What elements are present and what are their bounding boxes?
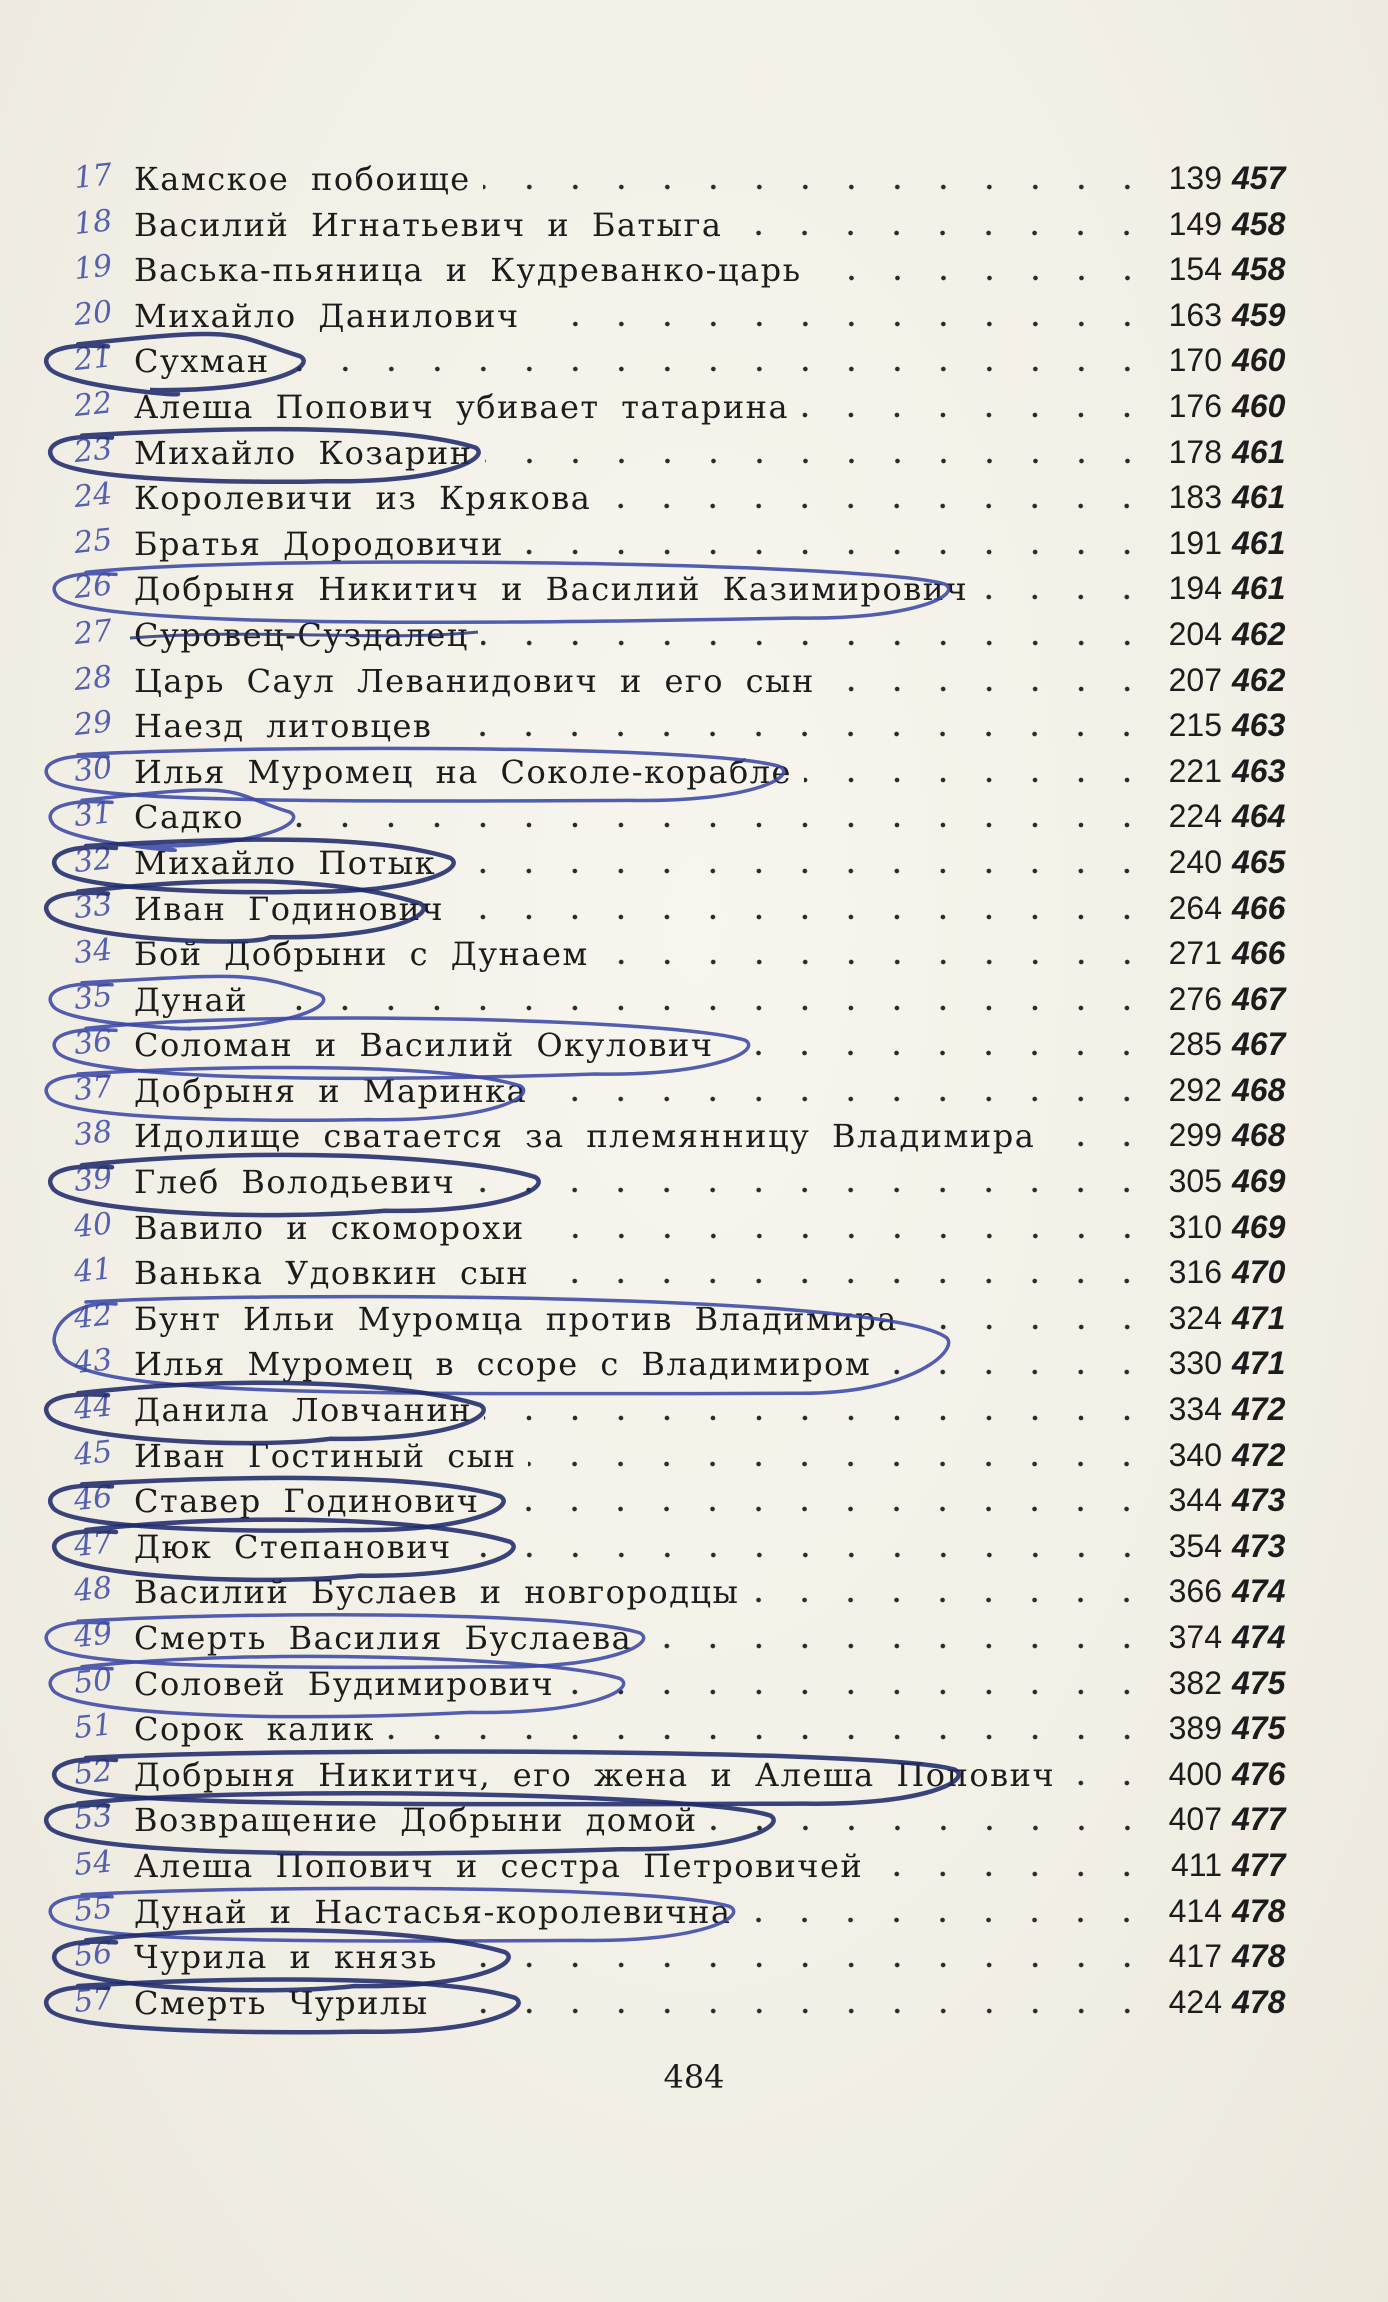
entry-title: Василий Игнатьевич и Батыга bbox=[134, 205, 723, 244]
dot-leader bbox=[528, 1461, 1150, 1467]
entry-notes-page-number: 469 bbox=[1232, 1208, 1286, 1245]
entry-page-number: 344 bbox=[1168, 1482, 1222, 1519]
dot-leader bbox=[910, 1324, 1150, 1330]
entry-page-number: 292 bbox=[1168, 1071, 1222, 1108]
handwritten-number: 48 bbox=[72, 1570, 114, 1610]
entry-title: Смерть Чурилы bbox=[134, 1983, 429, 2022]
toc-entry bbox=[0, 430, 1388, 476]
entry-title: Наезд литовцев bbox=[134, 707, 433, 746]
entry-notes-page-number: 465 bbox=[1232, 843, 1286, 880]
entry-title: Михайло Козарин bbox=[134, 433, 473, 472]
toc-entry bbox=[0, 384, 1388, 430]
entry-leader bbox=[134, 1117, 1150, 1157]
table-of-contents bbox=[0, 156, 1388, 2025]
entry-notes-page-number: 467 bbox=[1232, 980, 1286, 1017]
entry-notes-page-number: 460 bbox=[1232, 342, 1286, 379]
toc-entry bbox=[0, 1615, 1388, 1661]
entry-title: Добрыня и Маринка bbox=[134, 1071, 528, 1110]
entry-title: Илья Муромец на Соколе-корабле bbox=[134, 752, 792, 791]
entry-notes-page-number: 472 bbox=[1232, 1391, 1286, 1428]
handwritten-number: 53 bbox=[72, 1798, 114, 1838]
handwritten-number: 26 bbox=[72, 567, 114, 607]
toc-entry bbox=[0, 156, 1388, 202]
entry-page-number: 299 bbox=[1168, 1117, 1222, 1154]
dot-leader bbox=[387, 1734, 1150, 1740]
entry-notes-page-number: 458 bbox=[1232, 251, 1286, 288]
entry-title: Камское побоище bbox=[134, 160, 471, 198]
entry-title: Михайло Потык bbox=[134, 843, 437, 882]
entry-notes-page-number: 462 bbox=[1232, 661, 1286, 698]
dot-leader bbox=[532, 321, 1150, 327]
entry-page-number: 178 bbox=[1168, 433, 1222, 470]
entry-notes-page-number: 473 bbox=[1232, 1482, 1286, 1519]
entry-title: Королевичи из Крякова bbox=[134, 479, 592, 518]
entry-leader bbox=[134, 1893, 1150, 1933]
dot-leader bbox=[743, 1917, 1150, 1923]
dot-leader bbox=[481, 640, 1150, 646]
toc-entry bbox=[0, 840, 1388, 886]
dot-leader bbox=[450, 1962, 1150, 1968]
handwritten-number: 45 bbox=[72, 1433, 114, 1473]
toc-entry bbox=[0, 931, 1388, 977]
handwritten-number: 52 bbox=[72, 1753, 114, 1792]
entry-leader bbox=[134, 1072, 1150, 1112]
handwritten-number: 57 bbox=[72, 1980, 114, 2020]
entry-leader bbox=[134, 616, 1150, 656]
entry-page-number: 224 bbox=[1168, 798, 1222, 835]
entry-leader bbox=[134, 1163, 1150, 1203]
entry-notes-page-number: 474 bbox=[1232, 1573, 1286, 1610]
entry-notes-page-number: 467 bbox=[1232, 1026, 1286, 1063]
entry-title: Ставер Годинович bbox=[134, 1482, 480, 1521]
entry-title: Смерть Василия Буслаева bbox=[134, 1619, 633, 1657]
entry-notes-page-number: 472 bbox=[1232, 1436, 1286, 1473]
entry-title: Дунай и Настасья-королевична bbox=[134, 1892, 732, 1931]
entry-title: Дунай bbox=[134, 980, 249, 1019]
entry-notes-page-number: 466 bbox=[1232, 935, 1286, 972]
entry-notes-page-number: 474 bbox=[1232, 1619, 1286, 1655]
toc-entry bbox=[0, 1934, 1388, 1980]
dot-leader bbox=[827, 686, 1150, 692]
toc-entry bbox=[0, 338, 1388, 384]
entry-notes-page-number: 471 bbox=[1232, 1299, 1286, 1336]
handwritten-number: 50 bbox=[72, 1661, 114, 1701]
entry-title: Глеб Володьевич bbox=[134, 1163, 456, 1202]
entry-notes-page-number: 478 bbox=[1232, 1938, 1286, 1975]
entry-page-number: 324 bbox=[1168, 1299, 1222, 1336]
entry-leader bbox=[134, 935, 1150, 975]
entry-page-number: 221 bbox=[1168, 752, 1222, 789]
entry-title: Данила Ловчанин bbox=[134, 1391, 473, 1430]
handwritten-number: 36 bbox=[72, 1023, 114, 1063]
entry-title: Ванька Удовкин сын bbox=[134, 1254, 530, 1293]
handwritten-number: 28 bbox=[72, 658, 114, 698]
toc-entry bbox=[0, 1706, 1388, 1752]
handwritten-number: 17 bbox=[72, 157, 114, 197]
toc-entry bbox=[0, 521, 1388, 567]
entry-leader bbox=[134, 570, 1150, 610]
handwritten-number: 46 bbox=[72, 1479, 114, 1519]
toc-entry bbox=[0, 1843, 1388, 1889]
entry-notes-page-number: 458 bbox=[1232, 205, 1286, 242]
entry-title: Садко bbox=[134, 798, 245, 837]
handwritten-number: 21 bbox=[72, 339, 114, 379]
entry-notes-page-number: 466 bbox=[1232, 889, 1286, 926]
handwritten-number: 20 bbox=[72, 294, 114, 333]
dot-leader bbox=[448, 868, 1150, 874]
entry-title: Добрыня Никитич, его жена и Алеша Попович bbox=[134, 1755, 1056, 1794]
handwritten-number: 25 bbox=[72, 521, 114, 561]
entry-leader bbox=[134, 160, 1150, 200]
entry-title: Идолище сватается за племянницу Владимира bbox=[134, 1117, 1036, 1156]
dot-leader bbox=[725, 1050, 1150, 1056]
entry-leader bbox=[134, 1437, 1150, 1477]
entry-notes-page-number: 459 bbox=[1232, 296, 1286, 333]
entry-leader bbox=[134, 1847, 1150, 1887]
entry-leader bbox=[134, 525, 1150, 565]
entry-notes-page-number: 477 bbox=[1232, 1846, 1286, 1883]
entry-title: Возвращение Добрыни домой bbox=[134, 1801, 698, 1840]
entry-notes-page-number: 473 bbox=[1232, 1527, 1286, 1564]
dot-leader bbox=[980, 594, 1150, 600]
toc-entry bbox=[0, 293, 1388, 339]
entry-leader bbox=[134, 251, 1150, 291]
entry-title: Вавило и скоморохи bbox=[134, 1208, 525, 1247]
handwritten-number: 27 bbox=[72, 613, 114, 652]
dot-leader bbox=[464, 1552, 1150, 1558]
entry-leader bbox=[134, 753, 1150, 793]
handwritten-number: 56 bbox=[72, 1935, 114, 1975]
entry-notes-page-number: 478 bbox=[1232, 1892, 1286, 1929]
entry-title: Михайло Данилович bbox=[134, 296, 520, 335]
entry-notes-page-number: 460 bbox=[1232, 387, 1286, 424]
entry-notes-page-number: 461 bbox=[1232, 524, 1286, 561]
entry-page-number: 417 bbox=[1168, 1938, 1222, 1975]
entry-title: Иван Годинович bbox=[134, 889, 445, 928]
entry-leader bbox=[134, 707, 1150, 747]
entry-notes-page-number: 462 bbox=[1232, 615, 1286, 652]
handwritten-number: 31 bbox=[72, 795, 114, 835]
dot-leader bbox=[883, 1369, 1150, 1375]
entry-page-number: 414 bbox=[1168, 1892, 1222, 1929]
toc-entry bbox=[0, 1341, 1388, 1387]
toc-entry bbox=[0, 794, 1388, 840]
entry-page-number: 334 bbox=[1168, 1391, 1222, 1428]
entry-page-number: 215 bbox=[1168, 707, 1222, 744]
entry-leader bbox=[134, 1300, 1150, 1340]
entry-page-number: 240 bbox=[1168, 843, 1222, 880]
entry-page-number: 204 bbox=[1168, 615, 1222, 652]
dot-leader bbox=[467, 1187, 1150, 1193]
entry-leader bbox=[134, 206, 1150, 246]
entry-leader bbox=[134, 1528, 1150, 1568]
dot-leader bbox=[603, 503, 1150, 509]
entry-title: Братья Дородовичи bbox=[134, 524, 504, 563]
entry-leader bbox=[134, 1665, 1150, 1705]
dot-leader bbox=[537, 1233, 1150, 1239]
entry-title: Илья Муромец в ссоре с Владимиром bbox=[134, 1345, 872, 1384]
entry-page-number: 149 bbox=[1168, 205, 1222, 242]
toc-entry bbox=[0, 566, 1388, 612]
entry-leader bbox=[134, 662, 1150, 702]
handwritten-number: 30 bbox=[72, 749, 114, 789]
page-number: 484 bbox=[663, 2058, 725, 2096]
dot-leader bbox=[644, 1643, 1150, 1649]
entry-leader bbox=[134, 1756, 1150, 1796]
dot-leader bbox=[441, 2008, 1150, 2014]
entry-leader bbox=[134, 1391, 1150, 1431]
handwritten-number: 29 bbox=[72, 704, 114, 744]
entry-notes-page-number: 468 bbox=[1232, 1117, 1286, 1154]
entry-leader bbox=[134, 297, 1150, 337]
entry-page-number: 207 bbox=[1168, 661, 1222, 698]
handwritten-number: 22 bbox=[72, 385, 114, 425]
entry-notes-page-number: 477 bbox=[1232, 1801, 1286, 1838]
toc-entry bbox=[0, 1980, 1388, 2026]
entry-title: Бой Добрыни с Дунаем bbox=[134, 935, 589, 974]
entry-page-number: 354 bbox=[1168, 1527, 1222, 1564]
entry-page-number: 154 bbox=[1168, 251, 1222, 288]
entry-title: Василий Буслаев и новгородцы bbox=[134, 1573, 740, 1612]
toc-entry bbox=[0, 247, 1388, 293]
toc-entry bbox=[0, 612, 1388, 658]
dot-leader bbox=[484, 1415, 1150, 1421]
entry-leader bbox=[134, 1710, 1150, 1750]
handwritten-number: 32 bbox=[72, 841, 114, 880]
entry-notes-page-number: 478 bbox=[1232, 1983, 1286, 2020]
toc-entry bbox=[0, 202, 1388, 248]
dot-leader bbox=[483, 184, 1150, 190]
entry-page-number: 176 bbox=[1168, 387, 1222, 424]
entry-page-number: 330 bbox=[1168, 1345, 1222, 1382]
entry-notes-page-number: 475 bbox=[1232, 1664, 1286, 1701]
entry-page-number: 407 bbox=[1168, 1801, 1222, 1838]
entry-page-number: 305 bbox=[1168, 1163, 1222, 1200]
toc-entry bbox=[0, 1022, 1388, 1068]
entry-page-number: 316 bbox=[1168, 1254, 1222, 1291]
dot-leader bbox=[710, 1825, 1150, 1831]
toc-entry bbox=[0, 1797, 1388, 1843]
dot-leader bbox=[814, 275, 1150, 281]
entry-leader bbox=[134, 1482, 1150, 1522]
entry-title: Васька-пьяница и Кудреванко-царь bbox=[134, 251, 802, 290]
entry-leader bbox=[134, 981, 1150, 1021]
entry-title: Суровец-Суздалец bbox=[134, 615, 469, 654]
dot-leader bbox=[516, 549, 1150, 555]
entry-leader bbox=[134, 1573, 1150, 1613]
dot-leader bbox=[541, 1278, 1150, 1284]
entry-leader bbox=[134, 388, 1150, 428]
handwritten-number: 24 bbox=[72, 476, 114, 516]
entry-notes-page-number: 476 bbox=[1232, 1755, 1286, 1792]
toc-entry bbox=[0, 1113, 1388, 1159]
entry-title: Сорок калик bbox=[134, 1710, 375, 1749]
handwritten-number: 40 bbox=[72, 1205, 114, 1245]
toc-entry bbox=[0, 1569, 1388, 1615]
handwritten-number: 18 bbox=[72, 202, 114, 242]
entry-page-number: 194 bbox=[1168, 570, 1222, 607]
entry-leader bbox=[134, 890, 1150, 930]
handwritten-number: 35 bbox=[72, 977, 114, 1017]
entry-notes-page-number: 461 bbox=[1232, 433, 1286, 470]
entry-leader bbox=[134, 798, 1150, 838]
entry-notes-page-number: 463 bbox=[1232, 752, 1286, 789]
toc-entry bbox=[0, 1250, 1388, 1296]
dot-leader bbox=[1067, 1780, 1150, 1786]
entry-page-number: 285 bbox=[1168, 1026, 1222, 1063]
dot-leader bbox=[751, 1597, 1150, 1603]
dot-leader bbox=[485, 458, 1150, 464]
handwritten-number: 51 bbox=[72, 1707, 114, 1747]
entry-page-number: 264 bbox=[1168, 889, 1222, 926]
entry-page-number: 170 bbox=[1168, 342, 1222, 379]
entry-leader bbox=[134, 844, 1150, 884]
toc-entry bbox=[0, 749, 1388, 795]
entry-notes-page-number: 457 bbox=[1232, 160, 1286, 196]
dot-leader bbox=[875, 1871, 1150, 1877]
dot-leader bbox=[256, 822, 1150, 828]
entry-leader bbox=[134, 1345, 1150, 1385]
entry-leader bbox=[134, 1254, 1150, 1294]
toc-entry bbox=[0, 1159, 1388, 1205]
entry-title: Алеша Попович убивает татарина bbox=[134, 387, 790, 426]
entry-page-number: 389 bbox=[1168, 1710, 1222, 1747]
entry-page-number: 276 bbox=[1168, 980, 1222, 1017]
dot-leader bbox=[734, 230, 1150, 236]
dot-leader bbox=[539, 1096, 1150, 1102]
entry-notes-page-number: 471 bbox=[1232, 1345, 1286, 1382]
handwritten-number: 39 bbox=[72, 1160, 114, 1200]
dot-leader bbox=[260, 1005, 1150, 1011]
entry-title: Дюк Степанович bbox=[134, 1527, 452, 1566]
toc-entry bbox=[0, 1752, 1388, 1798]
entry-leader bbox=[134, 1209, 1150, 1249]
entry-leader bbox=[134, 479, 1150, 519]
entry-leader bbox=[134, 1026, 1150, 1066]
entry-title: Иван Гостиный сын bbox=[134, 1436, 517, 1475]
entry-notes-page-number: 469 bbox=[1232, 1163, 1286, 1200]
handwritten-number: 43 bbox=[72, 1342, 114, 1382]
entry-page-number: 139 bbox=[1168, 160, 1222, 196]
entry-title: Соловей Будимирович bbox=[134, 1664, 555, 1703]
handwritten-number: 49 bbox=[72, 1616, 114, 1656]
entry-title: Соломан и Василий Окулович bbox=[134, 1026, 714, 1065]
entry-page-number: 382 bbox=[1168, 1664, 1222, 1701]
toc-entry bbox=[0, 1205, 1388, 1251]
handwritten-number: 42 bbox=[72, 1297, 114, 1336]
dot-leader bbox=[491, 1506, 1150, 1512]
entry-page-number: 183 bbox=[1168, 479, 1222, 516]
handwritten-number: 19 bbox=[72, 248, 114, 288]
entry-title: Чурила и князь bbox=[134, 1938, 438, 1977]
entry-notes-page-number: 463 bbox=[1232, 707, 1286, 744]
entry-leader bbox=[134, 1801, 1150, 1841]
entry-notes-page-number: 475 bbox=[1232, 1710, 1286, 1747]
toc-entry bbox=[0, 1387, 1388, 1433]
entry-page-number: 424 bbox=[1168, 1983, 1222, 2020]
entry-leader bbox=[134, 1619, 1150, 1659]
entry-page-number: 411 bbox=[1170, 1846, 1222, 1883]
entry-notes-page-number: 461 bbox=[1232, 570, 1286, 607]
entry-page-number: 163 bbox=[1168, 296, 1222, 333]
dot-leader bbox=[282, 366, 1150, 372]
handwritten-number: 54 bbox=[72, 1844, 114, 1884]
entry-leader bbox=[134, 1938, 1150, 1978]
handwritten-number: 23 bbox=[72, 430, 114, 470]
handwritten-number: 37 bbox=[72, 1069, 114, 1108]
entry-leader bbox=[134, 1984, 1150, 2024]
handwritten-number: 34 bbox=[72, 932, 114, 972]
entry-page-number: 374 bbox=[1168, 1619, 1222, 1655]
entry-page-number: 271 bbox=[1168, 935, 1222, 972]
entry-page-number: 400 bbox=[1168, 1755, 1222, 1792]
toc-entry bbox=[0, 1524, 1388, 1570]
entry-notes-page-number: 461 bbox=[1232, 479, 1286, 516]
toc-entry bbox=[0, 1889, 1388, 1935]
toc-entry bbox=[0, 703, 1388, 749]
toc-entry bbox=[0, 1661, 1388, 1707]
entry-page-number: 191 bbox=[1168, 524, 1222, 561]
dot-leader bbox=[566, 1689, 1150, 1695]
toc-entry bbox=[0, 1068, 1388, 1114]
handwritten-number: 55 bbox=[72, 1889, 114, 1929]
dot-leader bbox=[456, 914, 1150, 920]
toc-entry bbox=[0, 475, 1388, 521]
toc-entry bbox=[0, 658, 1388, 704]
toc-entry bbox=[0, 1478, 1388, 1524]
entry-page-number: 366 bbox=[1168, 1573, 1222, 1610]
entry-title: Бунт Ильи Муромца против Владимира bbox=[134, 1299, 898, 1338]
entry-page-number: 340 bbox=[1168, 1436, 1222, 1473]
handwritten-number: 44 bbox=[72, 1388, 114, 1428]
handwritten-number: 47 bbox=[72, 1525, 114, 1564]
entry-leader bbox=[134, 434, 1150, 474]
entry-leader bbox=[134, 342, 1150, 382]
entry-title: Царь Саул Леванидович и его сын bbox=[134, 661, 815, 700]
dot-leader bbox=[801, 412, 1150, 418]
entry-title: Добрыня Никитич и Василий Казимирович bbox=[134, 570, 969, 609]
dot-leader bbox=[804, 777, 1150, 783]
dot-leader bbox=[1047, 1141, 1150, 1147]
entry-notes-page-number: 470 bbox=[1232, 1254, 1286, 1291]
toc-entry bbox=[0, 977, 1388, 1023]
toc-entry bbox=[0, 886, 1388, 932]
handwritten-number: 33 bbox=[72, 886, 114, 926]
entry-title: Сухман bbox=[134, 342, 270, 381]
entry-notes-page-number: 468 bbox=[1232, 1071, 1286, 1108]
toc-entry bbox=[0, 1433, 1388, 1479]
entry-page-number: 310 bbox=[1168, 1208, 1222, 1245]
dot-leader bbox=[444, 731, 1150, 737]
dot-leader bbox=[601, 959, 1150, 965]
entry-title: Алеша Попович и сестра Петровичей bbox=[134, 1846, 864, 1885]
handwritten-number: 41 bbox=[72, 1251, 114, 1291]
handwritten-number: 38 bbox=[72, 1114, 114, 1154]
entry-notes-page-number: 464 bbox=[1232, 798, 1286, 835]
toc-entry bbox=[0, 1296, 1388, 1342]
